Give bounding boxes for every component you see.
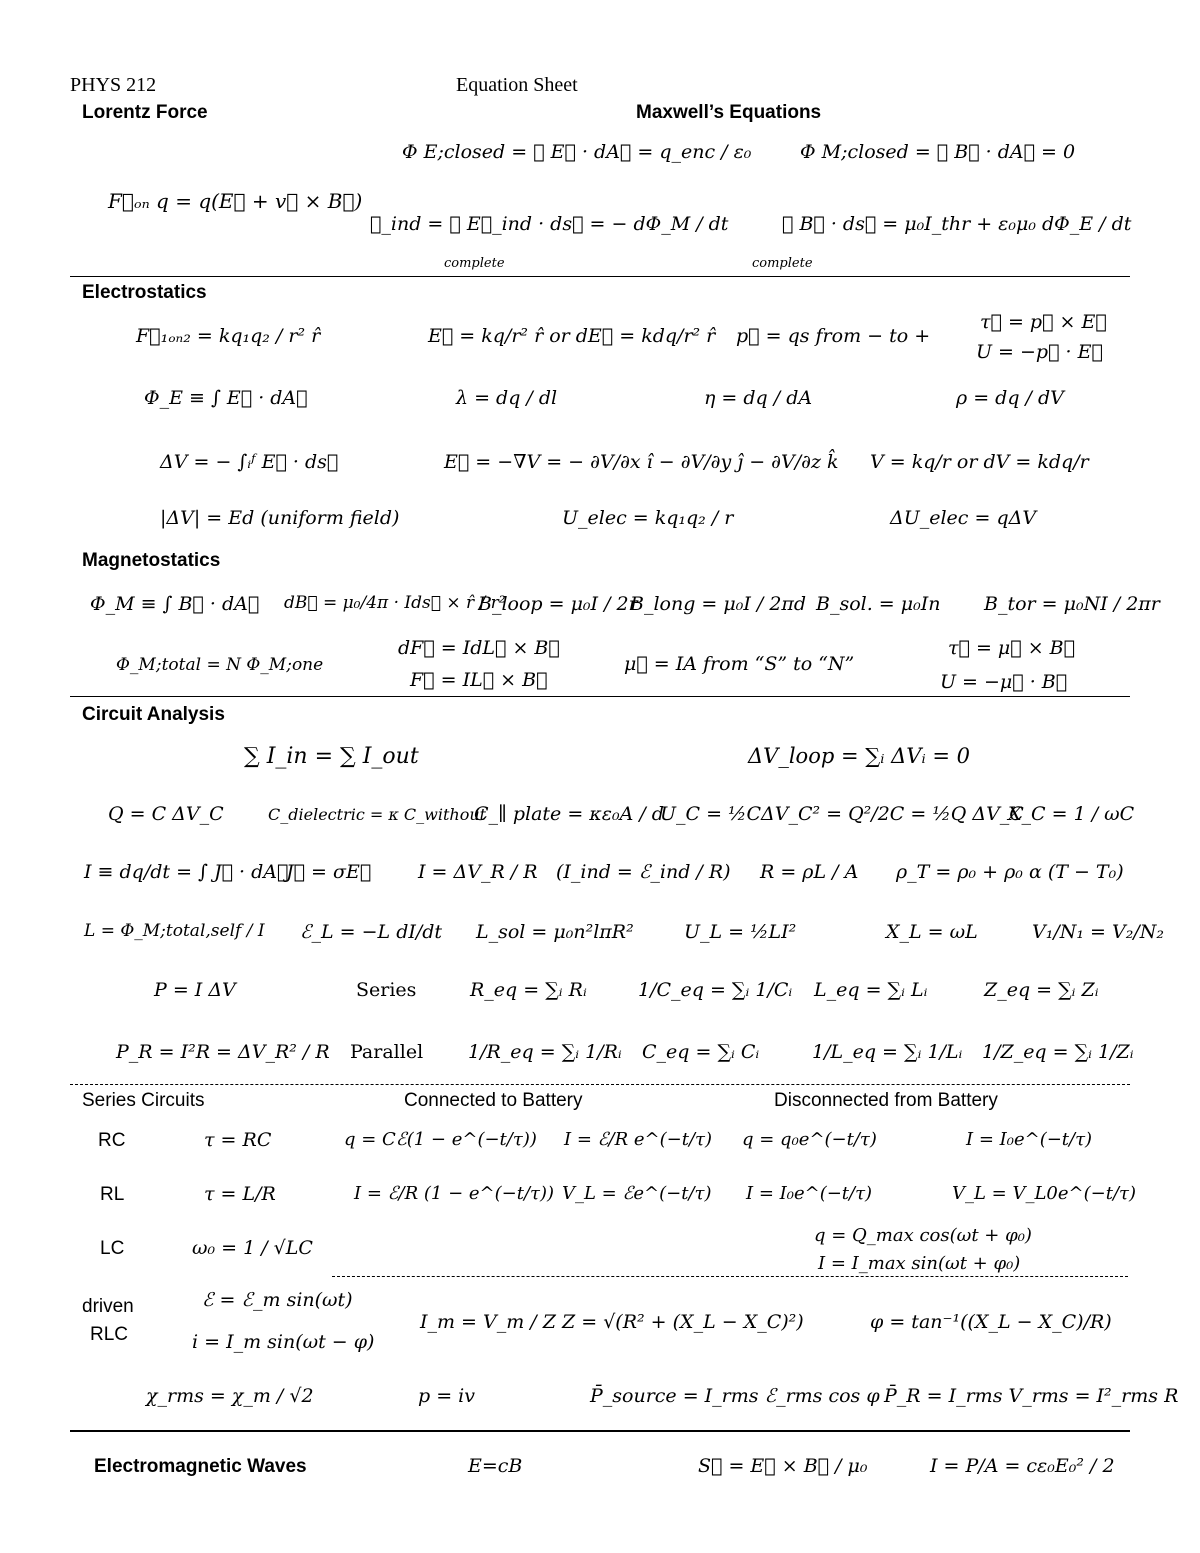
magnetostatics-heading: Magnetostatics: [82, 550, 221, 571]
current-definition-eq: I ≡ dq/dt = ∫ J⃗ · dA⃗: [84, 861, 289, 883]
magnetic-flux-eq: Φ_M ≡ ∫ B⃗ · dA⃗: [90, 593, 260, 615]
electric-field-eq: E⃗ = kq/r² r̂ or dE⃗ = kdq/r² r̂: [428, 325, 716, 347]
driven-current-eq: i = I_m sin(ωt − φ): [192, 1331, 375, 1353]
gauss-magnetic-eq: Φ M;closed = ∮ B⃗ · dA⃗ = 0: [800, 141, 1076, 163]
driven-emf-eq: ℰ = ℰ_m sin(ωt): [202, 1289, 353, 1311]
series-capacitance-eq: 1/C_eq = ∑ᵢ 1/Cᵢ: [638, 979, 793, 1001]
volume-density-eq: ρ = dq / dV: [956, 387, 1064, 409]
current-density-eq: J⃗ = σE⃗: [286, 861, 372, 883]
course-code: PHYS 212: [70, 74, 157, 96]
driven-label: driven: [82, 1296, 134, 1317]
biot-savart-eq: dB⃗ = μ₀/4π · Ids⃗ × r̂ / r²: [284, 593, 506, 613]
point-potential-eq: V = kq/r or dV = kdq/r: [870, 451, 1089, 473]
ohm-law-eq: I = ΔV_R / R: [418, 861, 538, 883]
dipole-eq: p⃗ = qs from − to +: [736, 325, 931, 347]
lc-label: LC: [100, 1238, 125, 1259]
inductor-energy-eq: U_L = ½LI²: [684, 921, 797, 943]
capacitive-reactance-eq: X_C = 1 / ωC: [1008, 803, 1135, 825]
rl-voltage-disconnected-eq: V_L = V_L0e^(−t/τ): [952, 1183, 1136, 1204]
linear-density-eq: λ = dq / dl: [456, 387, 558, 409]
divider-3: [70, 1084, 1130, 1085]
impedance-eq: Z = √(R² + (X_L − X_C)²): [562, 1311, 804, 1333]
kirchhoff-current-eq: ∑ I_in = ∑ I_out: [244, 744, 419, 769]
connected-heading: Connected to Battery: [404, 1090, 583, 1111]
gauss-electric-eq: Φ E;closed = ∮ E⃗ · dA⃗ = q_enc / ε₀: [402, 141, 752, 163]
lc-omega-eq: ω₀ = 1 / √LC: [192, 1237, 313, 1259]
toroid-field-eq: B_tor = μ₀NI / 2πr: [984, 593, 1160, 615]
surface-density-eq: η = dq / dA: [704, 387, 813, 409]
magnetic-moment-eq: μ⃗ = IA from “S” to “N”: [624, 653, 855, 675]
gradient-eq: E⃗ = −∇V = − ∂V/∂x î − ∂V/∂y ĵ − ∂V/∂z k̂: [444, 451, 839, 473]
rc-tau-eq: τ = RC: [204, 1129, 272, 1151]
induced-current-eq: (I_ind = ℰ_ind / R): [556, 861, 731, 883]
lorentz-heading: Lorentz Force: [82, 102, 208, 123]
series-circuits-heading: Series Circuits: [82, 1090, 205, 1111]
lc-charge-eq: q = Q_max cos(ωt + φ₀): [814, 1225, 1032, 1246]
current-amplitude-eq: I_m = V_m / Z: [420, 1311, 556, 1333]
disconnected-heading: Disconnected from Battery: [774, 1090, 998, 1111]
circuit-analysis-heading: Circuit Analysis: [82, 704, 225, 725]
series-inductance-eq: L_eq = ∑ᵢ Lᵢ: [814, 979, 928, 1001]
parallel-plate-eq: C_∥ plate = κε₀A / d: [474, 803, 664, 825]
rl-current-disconnected-eq: I = I₀e^(−t/τ): [746, 1183, 873, 1204]
page-title: Equation Sheet: [456, 74, 578, 96]
resistor-average-power-eq: P̄_R = I_rms V_rms = I²_rms R: [884, 1385, 1179, 1407]
dipole-torque-eq: τ⃗ = p⃗ × E⃗: [980, 311, 1107, 333]
e-cb-eq: E=cB: [468, 1455, 523, 1477]
lorentz-force-eq: F⃗ₒₙ q = q(E⃗ + v⃗ × B⃗): [108, 189, 363, 213]
total-magnetic-flux-eq: Φ_M;total = N Φ_M;one: [116, 655, 324, 675]
poynting-eq: S⃗ = E⃗ × B⃗ / μ₀: [698, 1455, 868, 1477]
rc-charge-disconnected-eq: q = q₀e^(−t/τ): [742, 1129, 877, 1150]
magnetic-torque-eq: τ⃗ = μ⃗ × B⃗: [948, 637, 1076, 659]
force-wire-eq: F⃗ = IL⃗ × B⃗: [410, 669, 548, 691]
delta-energy-eq: ΔU_elec = qΔV: [890, 507, 1037, 529]
maxwell-heading: Maxwell’s Equations: [636, 102, 822, 123]
rms-eq: χ_rms = χ_m / √2: [146, 1385, 314, 1407]
rlc-label: RLC: [90, 1324, 129, 1345]
solenoid-inductance-eq: L_sol = μ₀n²lπR²: [476, 921, 634, 943]
series-resistance-eq: R_eq = ∑ᵢ Rᵢ: [470, 979, 587, 1001]
potential-difference-eq: ΔV = − ∫ᵢᶠ E⃗ · ds⃗: [160, 451, 339, 473]
resistance-eq: R = ρL / A: [760, 861, 859, 883]
rc-label: RC: [98, 1130, 126, 1151]
magnetic-energy-eq: U = −μ⃗ · B⃗: [940, 671, 1068, 693]
solenoid-field-eq: B_sol. = μ₀In: [816, 593, 941, 615]
uniform-field-eq: |ΔV| = Ed (uniform field): [160, 507, 400, 529]
faraday-eq: ℰ_ind = ∮ E⃗_ind · ds⃗ = − dΦ_M / dt: [370, 213, 729, 235]
electric-energy-eq: U_elec = kq₁q₂ / r: [562, 507, 734, 529]
transformer-eq: V₁/N₁ = V₂/N₂: [1032, 921, 1164, 943]
parallel-impedance-eq: 1/Z_eq = ∑ᵢ 1/Zᵢ: [982, 1041, 1134, 1063]
inductive-reactance-eq: X_L = ωL: [886, 921, 978, 943]
parallel-label: Parallel: [350, 1041, 424, 1063]
source-power-eq: P̄_source = I_rms ℰ_rms cos φ: [590, 1385, 880, 1407]
rl-tau-eq: τ = L/R: [204, 1183, 276, 1205]
series-impedance-eq: Z_eq = ∑ᵢ Zᵢ: [984, 979, 1099, 1001]
rc-charge-connected-eq: q = Cℰ(1 − e^(−t/τ)): [344, 1129, 537, 1150]
coulomb-eq: F⃗₁ₒₙ₂ = kq₁q₂ / r² r̂: [136, 325, 321, 347]
rc-current-connected-eq: I = ℰ/R e^(−t/τ): [564, 1129, 712, 1150]
kirchhoff-voltage-eq: ΔV_loop = ∑ᵢ ΔVᵢ = 0: [748, 744, 970, 768]
phase-angle-eq: φ = tan⁻¹((X_L − X_C)/R): [870, 1311, 1112, 1333]
complete-label-2: complete: [752, 256, 813, 271]
rl-label: RL: [100, 1184, 125, 1205]
power-eq: P = I ΔV: [154, 979, 236, 1001]
parallel-resistance-eq: 1/R_eq = ∑ᵢ 1/Rᵢ: [468, 1041, 622, 1063]
electrostatics-heading: Electrostatics: [82, 282, 207, 303]
inductance-eq: L = Φ_M;total,self / I: [84, 921, 265, 941]
complete-label-1: complete: [444, 256, 505, 271]
divider-1: [70, 276, 1130, 277]
divider-5: [70, 1430, 1130, 1432]
rc-current-disconnected-eq: I = I₀e^(−t/τ): [966, 1129, 1093, 1150]
divider-4: [332, 1276, 1128, 1277]
parallel-inductance-eq: 1/L_eq = ∑ᵢ 1/Lᵢ: [812, 1041, 963, 1063]
em-waves-heading: Electromagnetic Waves: [94, 1456, 307, 1477]
capacitor-energy-eq: U_C = ½CΔV_C² = Q²/2C = ½Q ΔV_C: [660, 803, 1024, 825]
parallel-capacitance-eq: C_eq = ∑ᵢ Cᵢ: [642, 1041, 760, 1063]
capacitance-eq: Q = C ΔV_C: [108, 803, 224, 825]
inductor-emf-eq: ℰ_L = −L dI/dt: [300, 921, 443, 943]
loop-field-eq: B_loop = μ₀I / 2r: [478, 593, 638, 615]
resistivity-temperature-eq: ρ_T = ρ₀ + ρ₀ α (T − T₀): [896, 861, 1124, 883]
instantaneous-power-eq: p = iv: [418, 1385, 475, 1407]
series-label: Series: [356, 979, 417, 1001]
dielectric-eq: C_dielectric = κ C_without: [268, 805, 487, 824]
intensity-eq: I = P/A = cε₀E₀² / 2: [930, 1455, 1115, 1477]
force-element-eq: dF⃗ = IdL⃗ × B⃗: [398, 637, 560, 659]
electric-flux-eq: Φ_E ≡ ∫ E⃗ · dA⃗: [144, 387, 308, 409]
rl-voltage-connected-eq: V_L = ℰe^(−t/τ): [562, 1183, 712, 1204]
rl-current-connected-eq: I = ℰ/R (1 − e^(−t/τ)): [354, 1183, 555, 1204]
lc-current-eq: I = I_max sin(ωt + φ₀): [818, 1253, 1021, 1274]
resistor-power-eq: P_R = I²R = ΔV_R² / R: [116, 1041, 330, 1063]
ampere-maxwell-eq: ∮ B⃗ · ds⃗ = μ₀I_thr + ε₀μ₀ dΦ_E / dt: [782, 213, 1132, 235]
long-wire-field-eq: B_long = μ₀I / 2πd: [630, 593, 807, 615]
dipole-energy-eq: U = −p⃗ · E⃗: [976, 341, 1103, 363]
divider-2: [70, 696, 1130, 697]
